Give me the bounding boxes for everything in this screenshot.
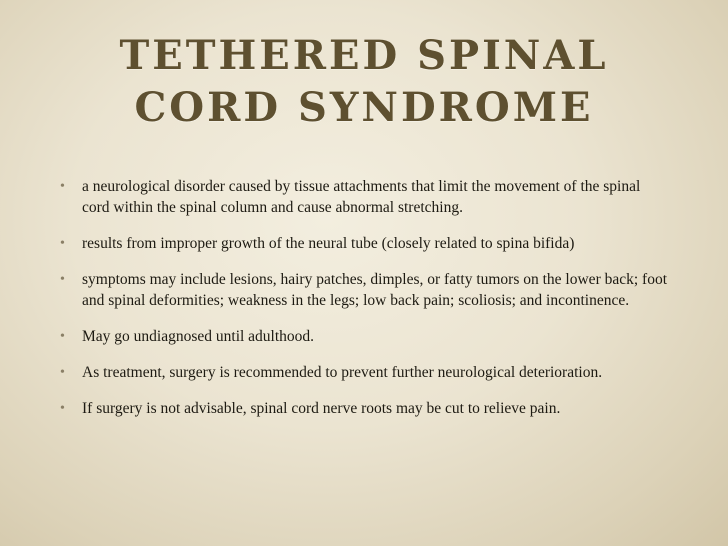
slide-title: TETHERED SPINAL CORD SYNDROME <box>119 32 609 131</box>
bullet-dot-icon: • <box>60 329 65 344</box>
bullet-text: results from improper growth of the neural tube (closely related to spina bifida) <box>82 235 575 252</box>
bullet-dot-icon: • <box>60 272 65 287</box>
bullet-text: symptoms may include lesions, hairy patches, dimples, or fatty tumors on the lower back; foot and spinal deformities; weakness in the legs; low back pain; scoliosis; and incontinence. <box>82 271 668 309</box>
bullet-dot-icon: • <box>60 401 65 416</box>
bullet-item-4 <box>60 326 670 347</box>
bullet-item-2 <box>60 233 670 254</box>
bullet-item-1 <box>60 176 670 218</box>
bullet-text: a neurological disorder caused by tissue attachments that limit the movement of the spinal cord within the spinal column and cause abnormal stretching. <box>82 178 641 216</box>
bullet-item-6 <box>60 398 670 419</box>
bullet-item-5 <box>60 362 670 383</box>
bullet-text: May go undiagnosed until adulthood. <box>82 328 315 345</box>
bullet-dot-icon: • <box>60 365 65 380</box>
bullet-item-3 <box>60 269 670 311</box>
bullet-text: If surgery is not advisable, spinal cord nerve roots may be cut to relieve pain. <box>82 400 561 417</box>
bullet-dot-icon: • <box>60 236 65 251</box>
bullet-dot-icon: • <box>60 179 65 194</box>
bullet-list <box>60 176 670 419</box>
bullet-text: As treatment, surgery is recommended to prevent further neurological deterioration. <box>82 364 603 381</box>
